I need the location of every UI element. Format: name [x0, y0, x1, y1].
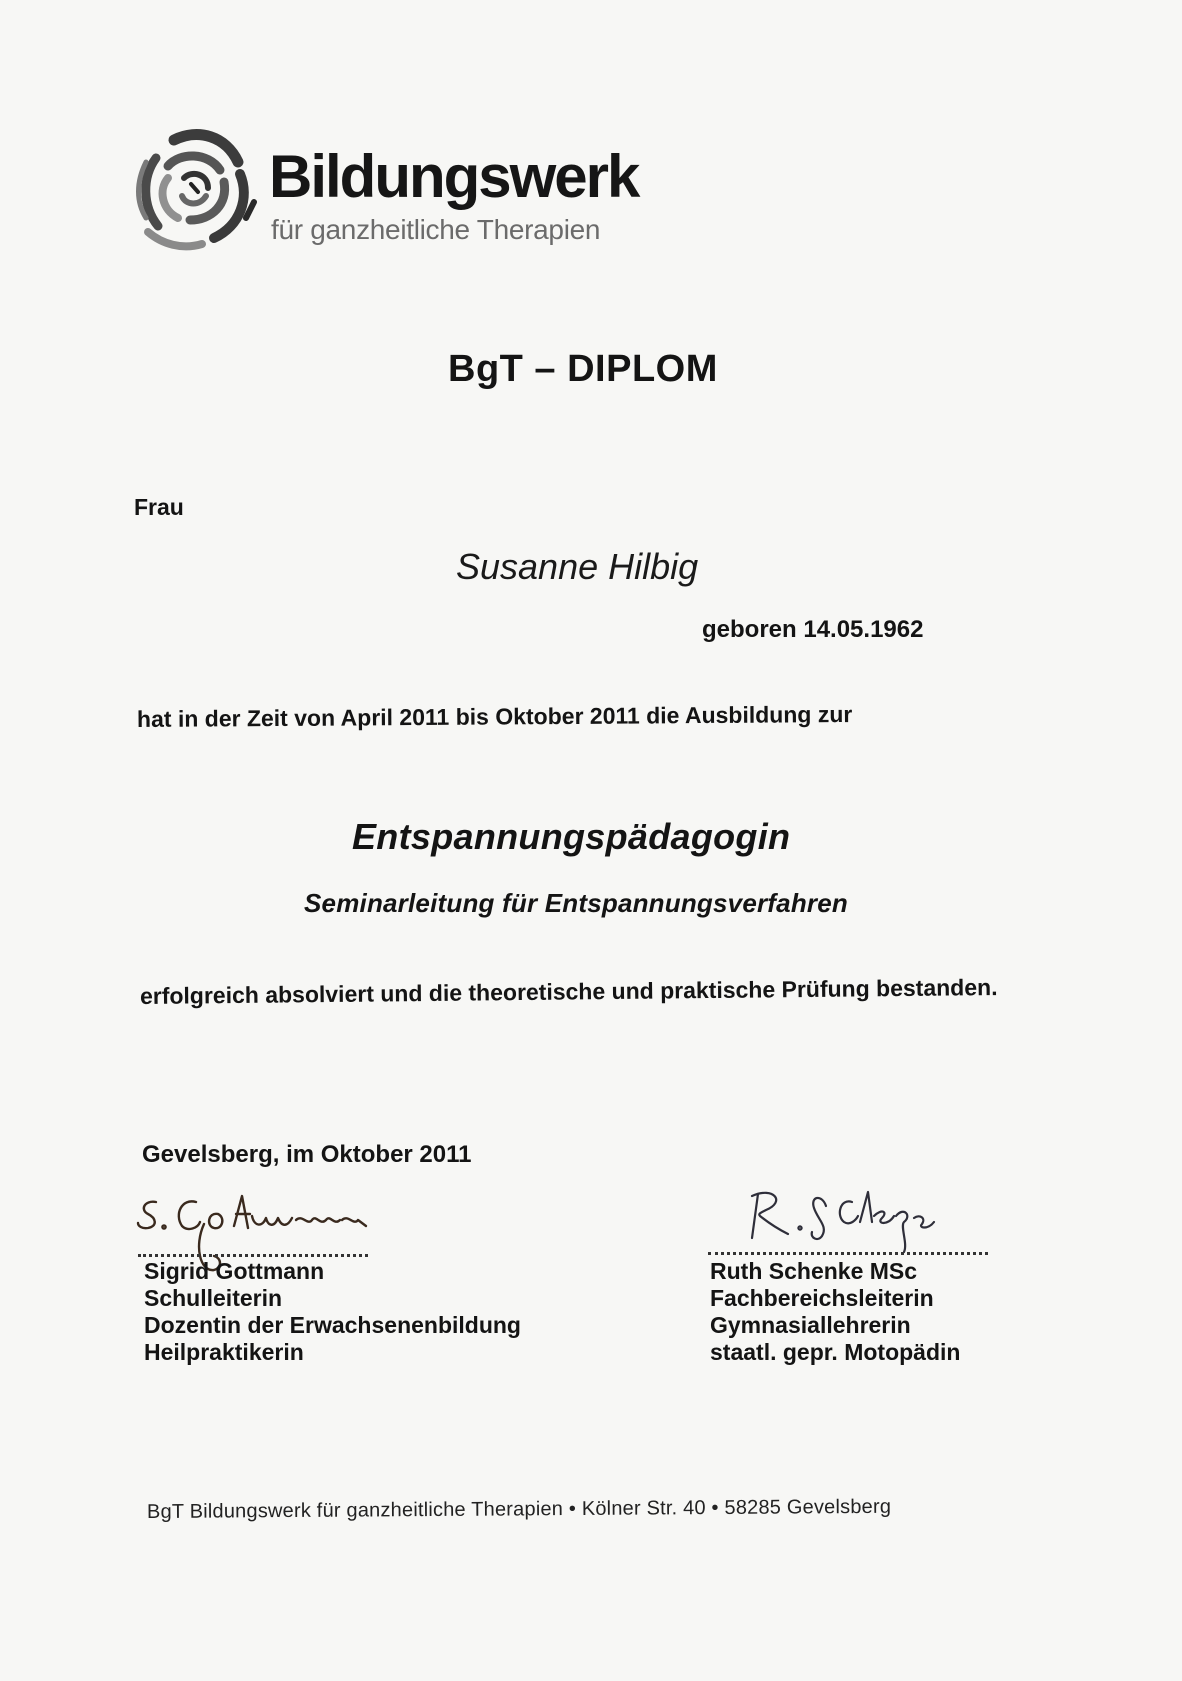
completion-statement: erfolgreich absolviert und die theoretische und praktische Prüfung bestanden. — [139, 974, 998, 1009]
handwritten-signature-schenke — [744, 1188, 964, 1258]
recipient-name: Susanne Hilbig — [456, 546, 699, 587]
signatory-role: staatl. gepr. Motopädin — [710, 1339, 961, 1365]
salutation: Frau — [134, 494, 184, 520]
signature-line-right — [708, 1252, 988, 1255]
qualification-subtitle: Seminarleitung für Entspannungsverfahren — [304, 888, 848, 918]
signatory-name: Ruth Schenke MSc — [710, 1258, 918, 1284]
signature-line-left — [138, 1254, 368, 1257]
place-and-date: Gevelsberg, im Oktober 2011 — [142, 1141, 472, 1168]
signatory-left-details — [144, 1258, 521, 1366]
footer-address: BgT Bildungswerk für ganzheitliche Therapien • Kölner Str. 40 • 58285 Gevelsberg — [146, 1495, 892, 1523]
signatory-right-details — [710, 1258, 960, 1366]
signatory-role: Heilpraktikerin — [144, 1339, 304, 1365]
signatory-role: Fachbereichsleiterin — [710, 1285, 934, 1311]
organization-logo — [128, 120, 648, 260]
qualification-title: Entspannungspädagogin — [352, 816, 791, 857]
signatory-role: Gymnasiallehrerin — [710, 1312, 911, 1338]
signatory-role: Dozentin der Erwachsenenbildung — [144, 1312, 521, 1338]
logo-subtitle: für ganzheitliche Therapien — [271, 214, 601, 245]
signatory-role: Schulleiterin — [144, 1285, 283, 1311]
training-period-line: hat in der Zeit von April 2011 bis Oktober 2011 die Ausbildung zur — [136, 701, 853, 732]
signatory-name: Sigrid Gottmann — [144, 1258, 325, 1284]
logo-title: Bildungswerk — [269, 143, 639, 210]
diploma-title: BgT – DIPLOM — [448, 348, 718, 390]
birth-date-line: geboren 14.05.1962 — [702, 616, 924, 643]
rose-logo-icon — [128, 122, 258, 254]
